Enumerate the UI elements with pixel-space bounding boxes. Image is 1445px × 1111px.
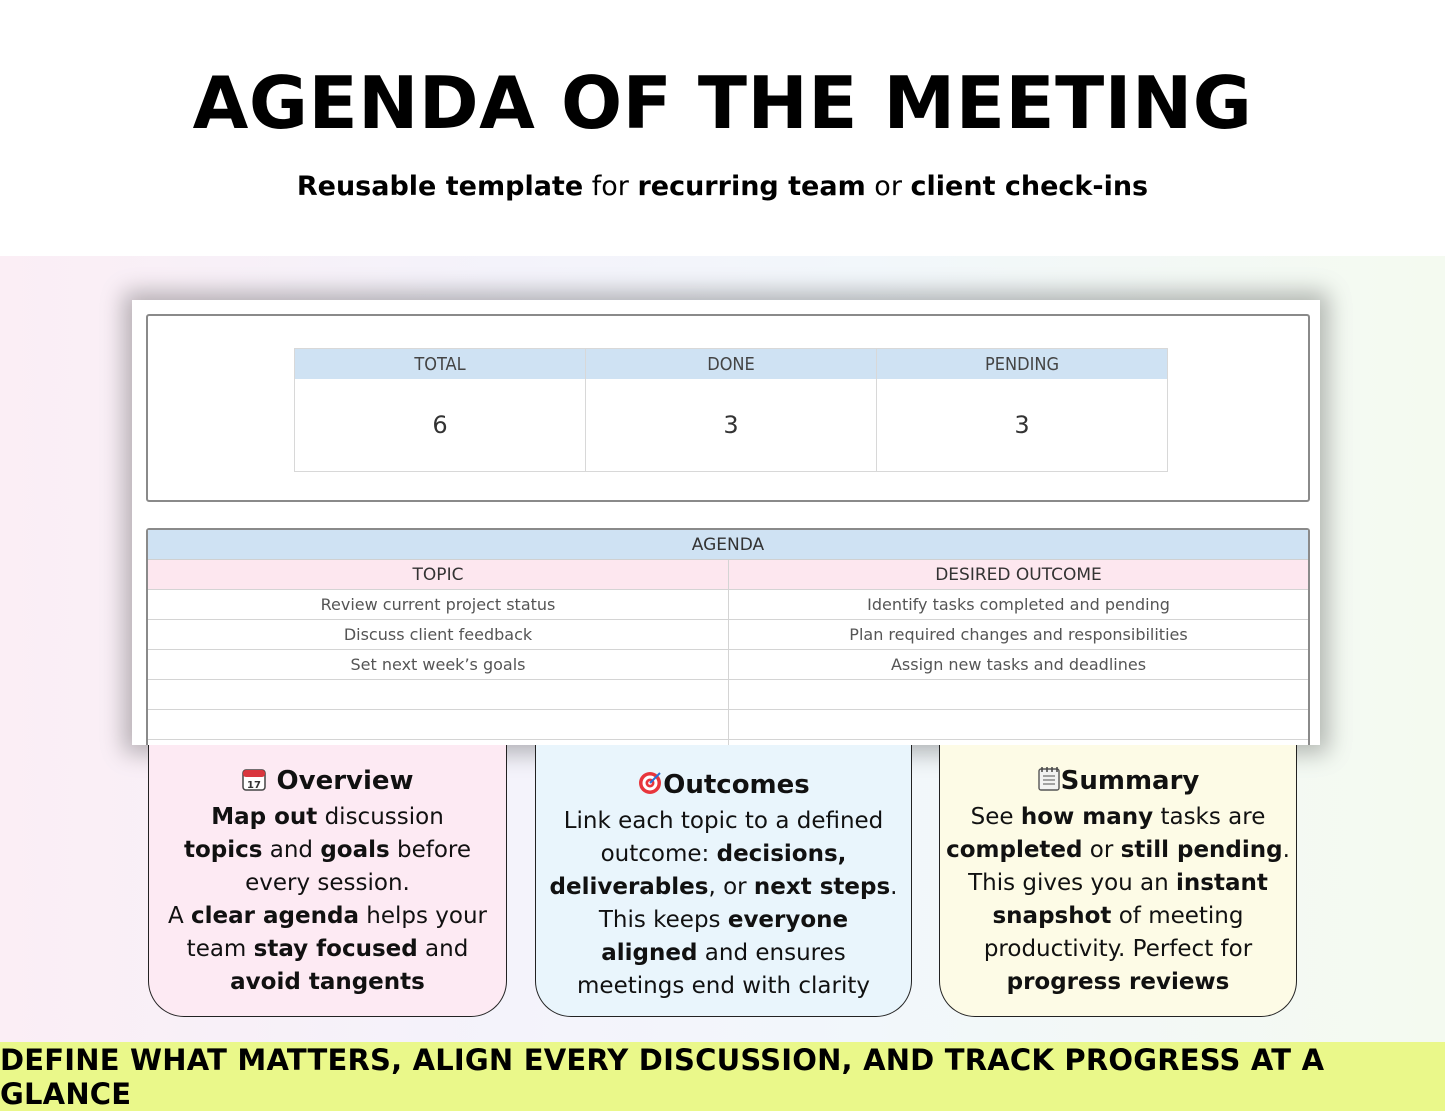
col-topic-header: TOPIC	[148, 560, 729, 589]
stat-total-value: 6	[432, 411, 448, 439]
subtitle-text-1: for	[583, 171, 638, 202]
stat-pending	[877, 349, 1167, 471]
overview-text: helps your	[358, 903, 488, 929]
topic-cell: Set next week’s goals	[148, 650, 729, 679]
stats-panel	[146, 314, 1310, 502]
page-title: AGENDA OF THE MEETING	[192, 61, 1253, 145]
outcome-cell	[729, 710, 1308, 739]
outcomes-bold: everyone	[727, 907, 849, 933]
overview-bold: topics	[183, 837, 263, 863]
outcomes-title: Outcomes	[663, 770, 810, 800]
subtitle-bold-2: recurring team	[637, 171, 866, 202]
agenda-title: AGENDA	[148, 530, 1308, 560]
table-row	[148, 710, 1308, 740]
stat-pending-label: PENDING	[877, 349, 1167, 379]
summary-bold: completed	[946, 837, 1083, 863]
footer-text: DEFINE WHAT MATTERS, ALIGN EVERY DISCUSSION, AND TRACK PROGRESS AT A GLANCE	[0, 1042, 1325, 1111]
notepad-icon	[1037, 770, 1061, 795]
table-row	[148, 590, 1308, 620]
outcomes-bold: next steps	[753, 874, 891, 900]
overview-bold: stay focused	[253, 936, 418, 962]
subtitle-text-2: or	[865, 171, 911, 202]
summary-line-3	[940, 867, 1296, 900]
summary-line-5: productivity. Perfect for	[983, 936, 1253, 962]
summary-text: tasks are	[1153, 804, 1266, 830]
outcomes-text: , or	[708, 874, 754, 900]
topic-cell: Discuss client feedback	[148, 620, 729, 649]
topic-cell: Review current project status	[148, 590, 729, 619]
outcome-cell: Identify tasks completed and pending	[867, 595, 1170, 614]
subtitle-bold-3: client check-ins	[910, 171, 1149, 202]
stat-pending-value: 3	[1014, 411, 1030, 439]
overview-bold: Map out	[211, 804, 318, 830]
table-row	[148, 680, 1308, 710]
overview-title: Overview	[276, 766, 414, 796]
outcome-cell: Assign new tasks and deadlines	[890, 655, 1147, 674]
outcomes-line-3	[536, 871, 911, 904]
overview-line-1	[149, 801, 506, 834]
summary-bold: instant	[1176, 870, 1268, 896]
overview-line-4	[149, 900, 506, 933]
overview-title-line	[149, 763, 506, 801]
outcomes-bold: deliverables	[549, 874, 709, 900]
calendar-icon	[241, 770, 267, 795]
summary-line-4	[940, 900, 1296, 933]
summary-bold: snapshot	[992, 903, 1112, 929]
outcomes-line-2	[536, 838, 911, 871]
summary-text: This gives you an	[968, 870, 1177, 896]
outcomes-text: and ensures	[697, 940, 846, 966]
outcomes-line-5	[536, 937, 911, 970]
overview-line-2	[149, 834, 506, 867]
summary-bold: how many	[1020, 804, 1154, 830]
page-subtitle	[0, 168, 1445, 206]
outcomes-text: .	[890, 874, 898, 900]
summary-bold: still pending	[1120, 837, 1283, 863]
overview-text: A	[167, 903, 192, 929]
overview-bold: goals	[320, 837, 390, 863]
summary-line-6	[940, 966, 1296, 999]
outcomes-card	[535, 745, 912, 1017]
overview-bold: avoid tangents	[230, 969, 425, 995]
col-outcome-header: DESIRED OUTCOME	[935, 564, 1102, 585]
overview-text: before	[389, 837, 472, 863]
table-row	[148, 620, 1308, 650]
outcomes-bold: decisions,	[716, 841, 847, 867]
overview-line-5	[149, 933, 506, 966]
overview-card	[148, 745, 507, 1017]
overview-line-3: every session.	[245, 870, 410, 896]
outcomes-line-1: Link each topic to a defined	[563, 808, 884, 834]
agenda-table	[146, 528, 1310, 745]
summary-text: See	[970, 804, 1021, 830]
target-icon	[637, 774, 663, 799]
agenda-header-row	[148, 560, 1308, 590]
table-row	[148, 650, 1308, 680]
stat-done-value: 3	[723, 411, 739, 439]
summary-text: or	[1082, 837, 1121, 863]
outcomes-line-4	[536, 904, 911, 937]
summary-text: of meeting	[1111, 903, 1244, 929]
overview-text: team	[186, 936, 254, 962]
subtitle-bold-1: Reusable template	[296, 171, 584, 202]
summary-text: .	[1282, 837, 1290, 863]
overview-text: and	[417, 936, 469, 962]
footer-banner	[0, 1042, 1445, 1111]
stat-total	[295, 349, 586, 471]
spreadsheet-preview	[132, 300, 1320, 745]
svg-text:17: 17	[247, 780, 262, 791]
overview-bold: clear agenda	[191, 903, 359, 929]
outcomes-title-line	[536, 767, 911, 805]
outcomes-bold: aligned	[601, 940, 698, 966]
overview-line-6	[149, 966, 506, 999]
outcome-cell: Plan required changes and responsibilities	[849, 625, 1188, 644]
summary-card	[939, 745, 1297, 1017]
topic-cell	[148, 710, 729, 739]
stat-total-label: TOTAL	[295, 349, 585, 379]
outcomes-text: This keeps	[598, 907, 728, 933]
overview-text: and	[262, 837, 321, 863]
outcomes-text: outcome:	[600, 841, 717, 867]
outcomes-line-6: meetings end with clarity	[577, 973, 870, 999]
summary-line-2	[940, 834, 1296, 867]
stat-done	[586, 349, 877, 471]
summary-line-1	[940, 801, 1296, 834]
stats-table	[294, 348, 1168, 472]
outcome-cell	[729, 680, 1308, 709]
summary-title: Summary	[1060, 766, 1200, 796]
stat-done-label: DONE	[586, 349, 876, 379]
summary-title-line	[940, 763, 1296, 801]
overview-text: discussion	[317, 804, 444, 830]
summary-bold: progress reviews	[1006, 969, 1230, 995]
topic-cell	[148, 680, 729, 709]
